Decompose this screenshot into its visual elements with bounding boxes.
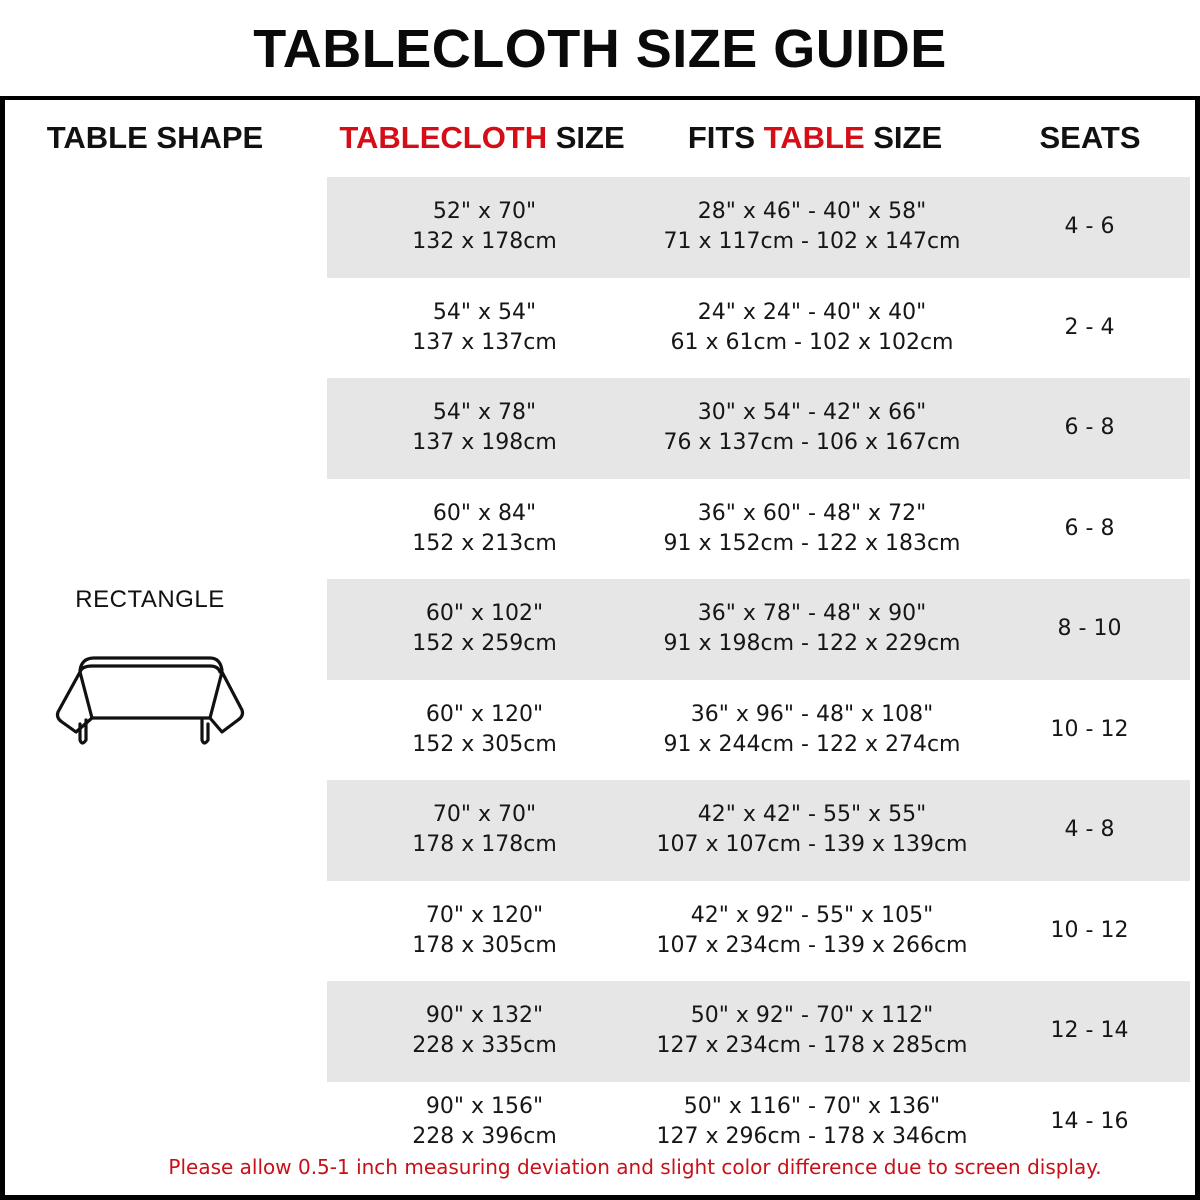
seats-cell: 2 - 4	[1064, 314, 1115, 340]
fits-size-inches: 50" x 116" - 70" x 136"	[683, 1093, 941, 1119]
fits-size-cm: 76 x 137cm - 106 x 167cm	[663, 430, 961, 456]
tablecloth-size-inches: 90" x 156"	[425, 1093, 544, 1119]
header-fits-suffix: SIZE	[864, 120, 943, 155]
table-row	[327, 881, 1190, 982]
page-title: TABLECLOTH SIZE GUIDE	[253, 19, 947, 79]
seats-cell: 12 - 14	[1050, 1018, 1129, 1044]
tablecloth-size-cm: 137 x 198cm	[412, 430, 557, 456]
fits-size-cm: 107 x 234cm - 139 x 266cm	[656, 932, 968, 958]
rectangle-table-icon	[52, 648, 248, 748]
table-row	[327, 479, 1190, 580]
header-seats: SEATS	[1039, 120, 1141, 155]
header-fits-table-size	[670, 116, 960, 160]
tablecloth-size-inches: 70" x 120"	[425, 902, 544, 928]
seats-cell: 10 - 12	[1050, 716, 1129, 742]
fits-size-cm: 61 x 61cm - 102 x 102cm	[670, 329, 954, 355]
fits-size-cm: 107 x 107cm - 139 x 139cm	[656, 832, 968, 858]
seats-cell: 6 - 8	[1064, 415, 1115, 441]
tablecloth-size-cell	[327, 881, 642, 982]
fits-table-size-cell	[642, 378, 982, 479]
fits-size-cm: 127 x 296cm - 178 x 346cm	[656, 1123, 968, 1149]
fits-table-size-cell	[642, 479, 982, 580]
tablecloth-size-inches: 60" x 120"	[425, 701, 544, 727]
table-row	[327, 1082, 1190, 1162]
fits-size-inches: 42" x 92" - 55" x 105"	[690, 902, 934, 928]
header-fits-prefix: FITS	[687, 120, 764, 155]
fits-table-size-cell	[642, 881, 982, 982]
tablecloth-size-cm: 152 x 259cm	[412, 631, 557, 657]
tablecloth-size-cell	[327, 479, 642, 580]
fits-table-size-cell	[642, 981, 982, 1082]
seats-cell: 14 - 16	[1050, 1108, 1129, 1134]
size-table	[327, 177, 1190, 1162]
fits-table-size-cell	[642, 680, 982, 781]
table-row	[327, 680, 1190, 781]
tablecloth-size-inches: 60" x 102"	[425, 601, 544, 627]
fits-size-cm: 91 x 198cm - 122 x 229cm	[663, 631, 961, 657]
tablecloth-size-cm: 178 x 178cm	[412, 832, 557, 858]
tablecloth-size-inches: 70" x 70"	[432, 802, 537, 828]
table-row	[327, 579, 1190, 680]
fits-size-cm: 91 x 152cm - 122 x 183cm	[663, 530, 961, 556]
tablecloth-size-inches: 54" x 78"	[432, 400, 537, 426]
seats-cell: 10 - 12	[1050, 917, 1129, 943]
header-tablecloth-size	[327, 116, 637, 160]
fits-size-inches: 30" x 54" - 42" x 66"	[697, 400, 927, 426]
table-row	[327, 378, 1190, 479]
shape-label: RECTANGLE	[75, 586, 225, 613]
fits-size-inches: 36" x 60" - 48" x 72"	[697, 500, 927, 526]
tablecloth-size-cm: 178 x 305cm	[412, 932, 557, 958]
tablecloth-size-inches: 60" x 84"	[432, 500, 537, 526]
table-row	[327, 177, 1190, 278]
tablecloth-size-cm: 137 x 137cm	[412, 329, 557, 355]
tablecloth-size-cell	[327, 278, 642, 379]
disclaimer-note: Please allow 0.5-1 inch measuring deviation and slight color difference due to screen display.	[168, 1155, 1102, 1179]
fits-table-size-cell	[642, 579, 982, 680]
tablecloth-size-cell	[327, 378, 642, 479]
tablecloth-size-cm: 152 x 305cm	[412, 731, 557, 757]
fits-table-size-cell	[642, 1082, 982, 1162]
seats-cell: 4 - 6	[1064, 214, 1115, 240]
table-row	[327, 278, 1190, 379]
tablecloth-size-inches: 90" x 132"	[425, 1003, 544, 1029]
header-fits-highlight: TABLE	[763, 120, 865, 155]
tablecloth-size-cm: 132 x 178cm	[412, 229, 557, 255]
tablecloth-size-cm: 152 x 213cm	[412, 530, 557, 556]
fits-size-inches: 36" x 78" - 48" x 90"	[697, 601, 927, 627]
tablecloth-size-cell	[327, 680, 642, 781]
fits-size-cm: 127 x 234cm - 178 x 285cm	[656, 1033, 968, 1059]
fits-size-inches: 50" x 92" - 70" x 112"	[690, 1003, 934, 1029]
seats-cell: 8 - 10	[1057, 616, 1122, 642]
tablecloth-size-inches: 54" x 54"	[432, 299, 537, 325]
tablecloth-size-inches: 52" x 70"	[432, 199, 537, 225]
tablecloth-size-cell	[327, 177, 642, 278]
tablecloth-size-cell	[327, 1082, 642, 1162]
fits-size-inches: 28" x 46" - 40" x 58"	[697, 199, 927, 225]
seats-cell: 6 - 8	[1064, 515, 1115, 541]
fits-table-size-cell	[642, 177, 982, 278]
fits-size-inches: 42" x 42" - 55" x 55"	[697, 802, 927, 828]
fits-size-inches: 24" x 24" - 40" x 40"	[697, 299, 927, 325]
header-tablecloth-highlight: TABLECLOTH	[339, 120, 548, 155]
tablecloth-size-cell	[327, 579, 642, 680]
header-tablecloth-rest: SIZE	[547, 120, 625, 155]
tablecloth-size-cell	[327, 780, 642, 881]
fits-size-cm: 91 x 244cm - 122 x 274cm	[663, 731, 961, 757]
tablecloth-size-cell	[327, 981, 642, 1082]
table-row	[327, 780, 1190, 881]
fits-size-cm: 71 x 117cm - 102 x 147cm	[663, 229, 961, 255]
seats-cell: 4 - 8	[1064, 817, 1115, 843]
table-row	[327, 981, 1190, 1082]
tablecloth-size-cm: 228 x 335cm	[412, 1033, 557, 1059]
fits-table-size-cell	[642, 278, 982, 379]
fits-table-size-cell	[642, 780, 982, 881]
fits-size-inches: 36" x 96" - 48" x 108"	[690, 701, 934, 727]
tablecloth-size-cm: 228 x 396cm	[412, 1123, 557, 1149]
header-table-shape: TABLE SHAPE	[46, 120, 264, 155]
